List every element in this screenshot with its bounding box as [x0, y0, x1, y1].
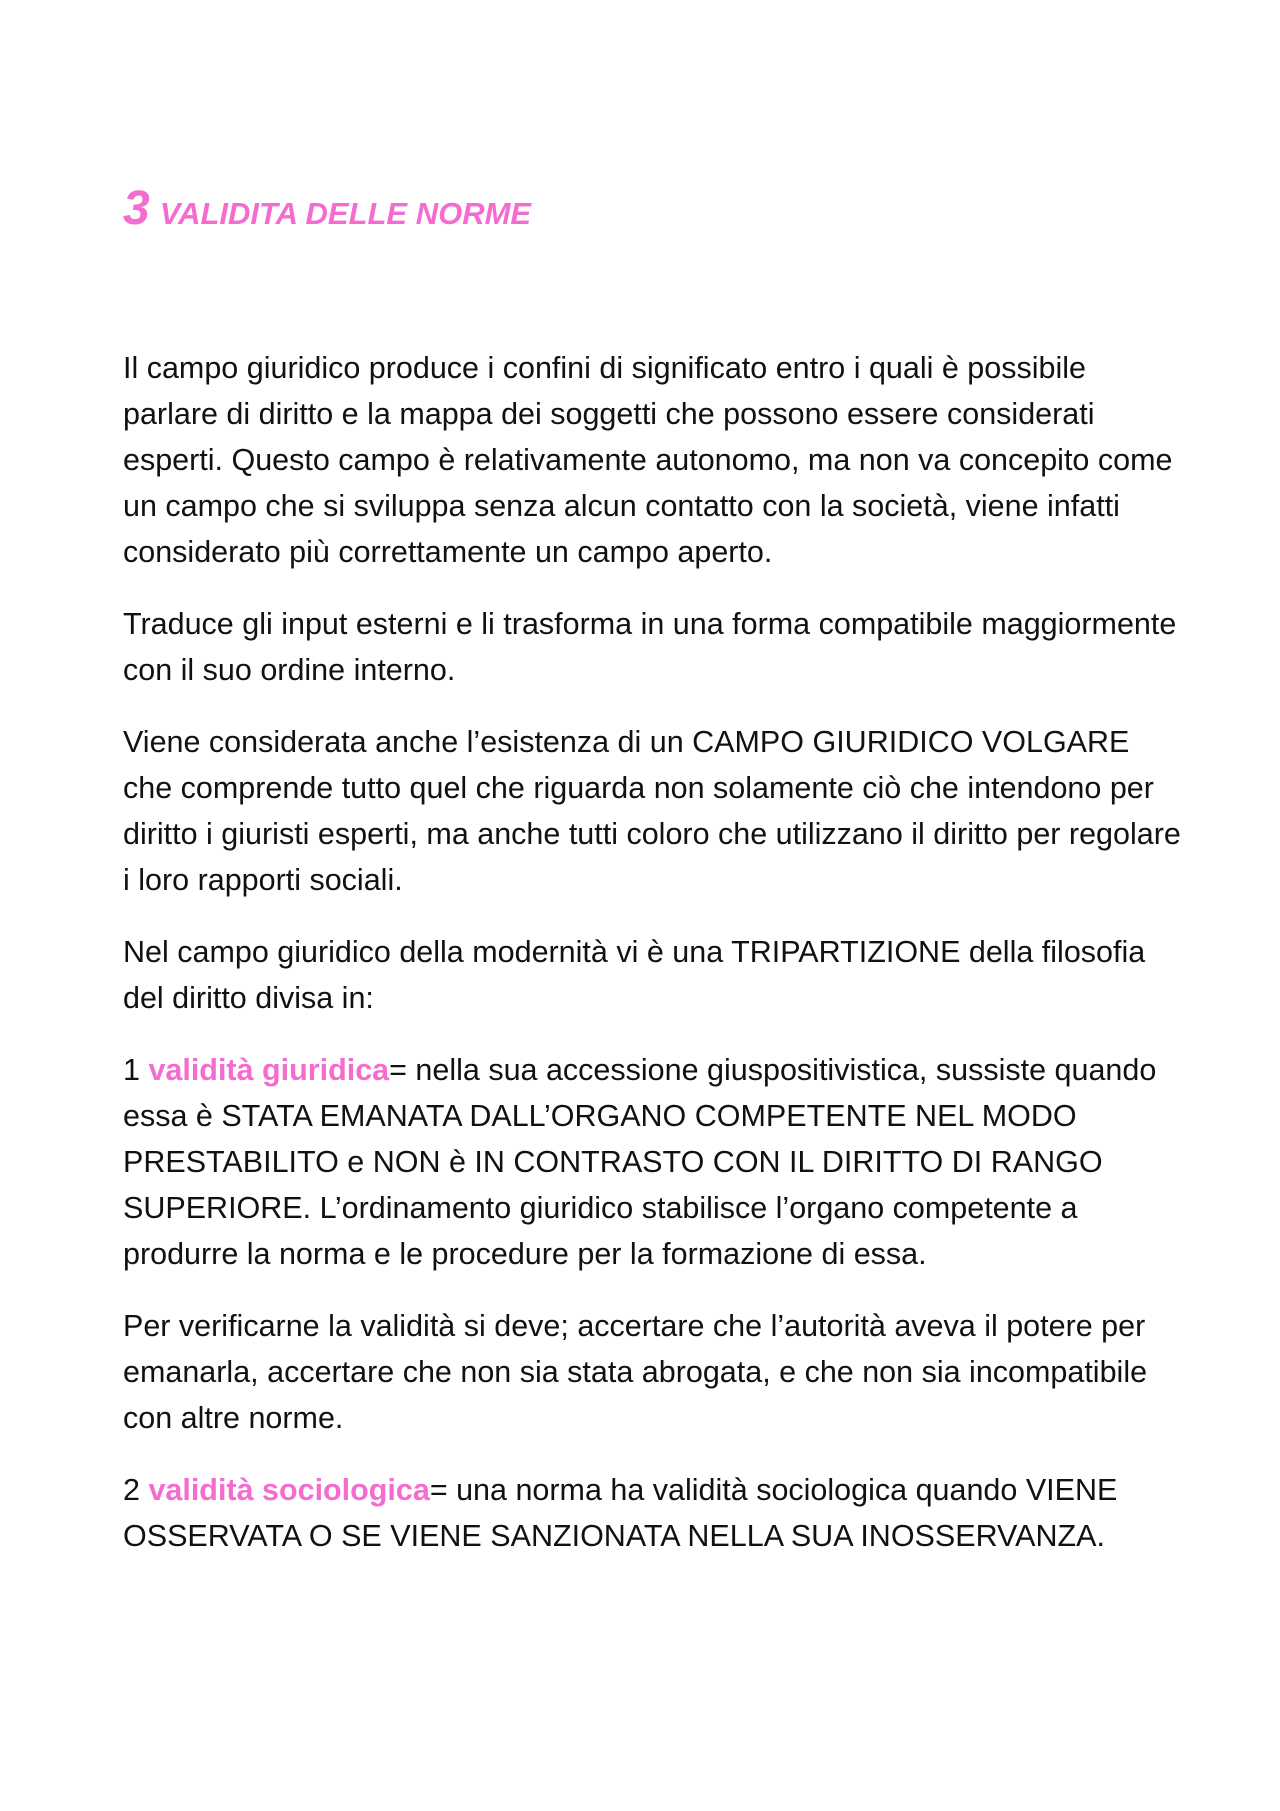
- list-number: 1: [123, 1052, 149, 1087]
- section-number: 3: [123, 182, 150, 235]
- paragraph-tripartizione: Nel campo giuridico della modernità vi è una TRIPARTIZIONE della filosofia del diritto divisa in:: [123, 934, 1146, 1015]
- document-body: [123, 345, 1183, 1559]
- paragraph-traduce-input: Traduce gli input esterni e li trasforma in una forma compatibile maggiormente con il suo ordine interno.: [123, 606, 1177, 687]
- paragraph-verifica-validita: Per verificarne la validità si deve; accertare che l’autorità aveva il potere per emanarla, accertare che non sia stata abrogata, e che non sia incompatibile con altre norme.: [123, 1308, 1148, 1435]
- paragraph-validita-giuridica: [123, 1047, 1183, 1277]
- paragraph-campo-giuridico: Il campo giuridico produce i confini di significato entro i quali è possibile parlare di diritto e la mappa dei soggetti che possono essere considerati esperti. Questo campo è relativamente autonomo, ma non va concepito come un campo che si sviluppa senza alcun contatto con la società, viene infatti considerato più correttamente un campo aperto.: [123, 350, 1173, 569]
- list-number: 2: [123, 1472, 149, 1507]
- term-validita-giuridica: validità giuridica: [148, 1052, 390, 1087]
- paragraph-campo-volgare: Viene considerata anche l’esistenza di un CAMPO GIURIDICO VOLGARE che comprende tutto quel che riguarda non solamente ciò che intendono per diritto i giuristi esperti, ma anche tutti coloro che utilizzano il diritto per regolare i loro rapporti sociali.: [123, 724, 1181, 897]
- term-validita-sociologica: validità sociologica: [148, 1472, 430, 1507]
- section-heading: [123, 180, 1183, 238]
- document-page: [123, 180, 1183, 1585]
- definition-validita-giuridica: = nella sua accessione giuspositivistica, sussiste quando essa è STATA EMANATA DALL’ORGANO COMPETENTE NEL MODO PRESTABILITO e NON è IN CONTRASTO CON IL DIRITTO DI RANGO SUPERIORE. L’ordinamento giuridico stabilisce l’organo competente a produrre la norma e le procedure per la formazione di essa.: [123, 1052, 1157, 1271]
- definition-validita-sociologica: = una norma ha validità sociologica quando VIENE OSSERVATA O SE VIENE SANZIONATA NELLA SUA INOSSERVANZA.: [123, 1472, 1118, 1553]
- paragraph-validita-sociologica: [123, 1467, 1183, 1559]
- section-title: VALIDITA DELLE NORME: [159, 196, 532, 231]
